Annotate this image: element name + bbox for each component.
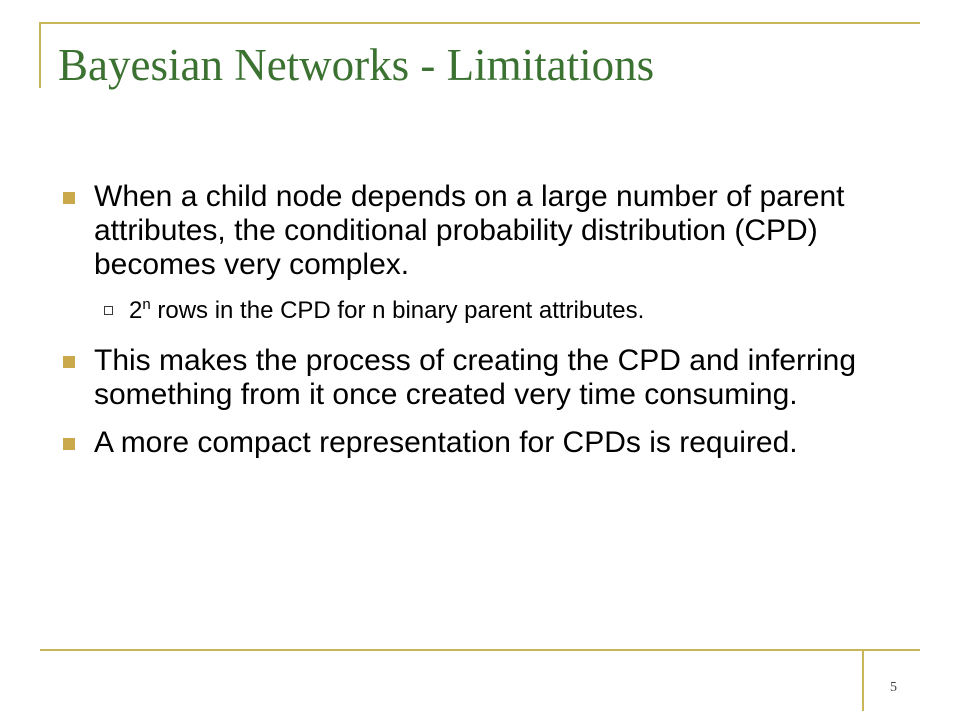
sub-bullet-item	[60, 296, 870, 326]
frame-top-line	[40, 22, 920, 24]
sub-bullet-base: 2	[129, 297, 143, 324]
bullet-item	[60, 180, 870, 282]
bullet-text: When a child node depends on a large number of parent attributes, the conditional probability distribution (CPD) becomes very complex.	[94, 180, 845, 281]
square-bullet-icon	[63, 356, 75, 368]
frame-left-line	[39, 22, 41, 88]
bullet-text: This makes the process of creating the CPD and inferring something from it once created very time consuming.	[94, 344, 857, 411]
bullet-list	[60, 180, 870, 474]
page-number: 5	[890, 680, 897, 695]
hollow-square-bullet-icon	[104, 306, 113, 315]
square-bullet-icon	[63, 192, 75, 204]
bullet-text: A more compact representation for CPDs is required.	[94, 426, 798, 459]
frame-bottom-line	[40, 649, 920, 651]
sub-bullet-text: rows in the CPD for n binary parent attributes.	[150, 297, 645, 324]
sub-bullet-exponent: n	[142, 296, 151, 313]
bullet-item	[60, 426, 870, 460]
bullet-item	[60, 344, 870, 412]
square-bullet-icon	[63, 438, 75, 450]
slide-title: Bayesian Networks - Limitations	[58, 40, 655, 90]
frame-right-line	[862, 651, 864, 711]
